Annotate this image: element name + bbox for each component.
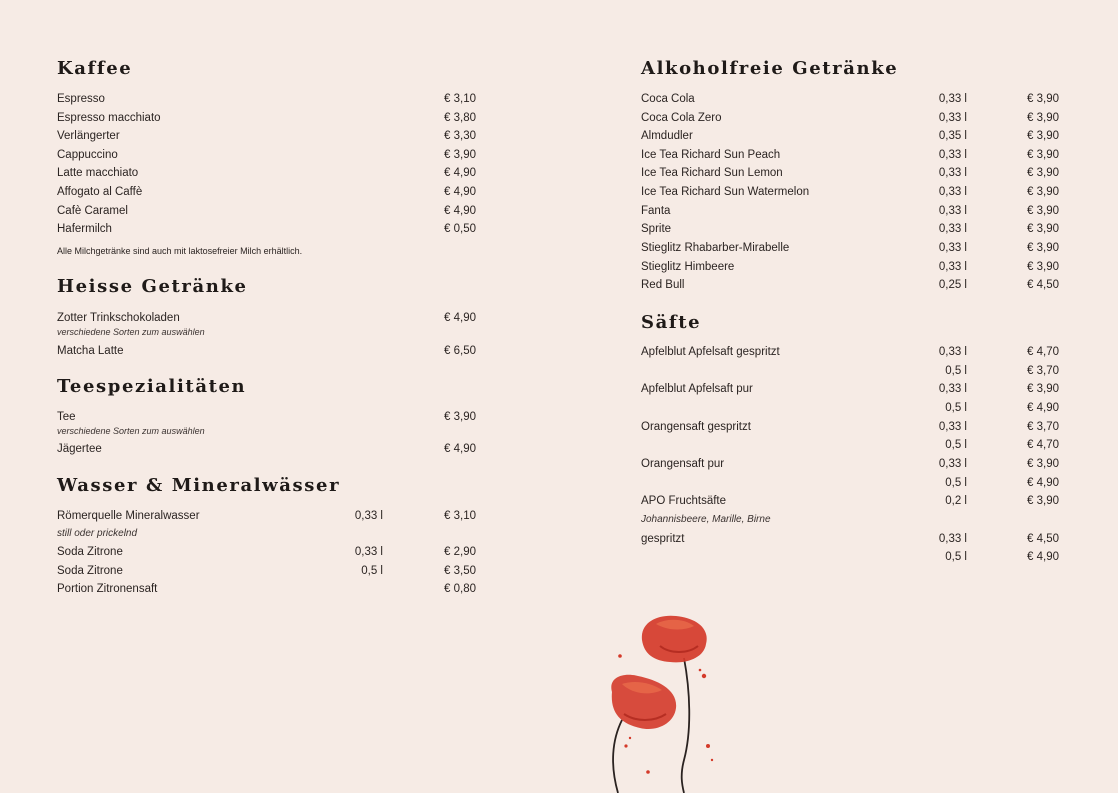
item-price: € 4,70 xyxy=(1027,439,1059,451)
item-name: Ice Tea Richard Sun Lemon xyxy=(641,167,783,179)
menu-item xyxy=(57,562,477,580)
menu-item xyxy=(57,109,477,127)
item-price: € 3,80 xyxy=(444,112,476,124)
item-name: Stieglitz Rhabarber-Mirabelle xyxy=(641,242,790,254)
item-name: Almdudler xyxy=(641,130,693,142)
item-name: Matcha Latte xyxy=(57,345,124,357)
menu-item xyxy=(57,543,477,561)
menu-item xyxy=(641,474,1061,492)
menu-item xyxy=(641,436,1061,454)
item-volume: 0,33 l xyxy=(938,533,967,545)
item-price: € 4,90 xyxy=(1027,477,1059,489)
item-name: Cafè Caramel xyxy=(57,205,128,217)
section-title-teespezialitaeten: Teespezialitäten xyxy=(57,376,247,397)
item-volume: 0,2 l xyxy=(945,495,967,507)
menu-item xyxy=(57,309,477,327)
item-volume: 0,25 l xyxy=(938,279,967,291)
menu-item xyxy=(641,276,1061,294)
item-price: € 3,50 xyxy=(444,565,476,577)
item-price: € 3,30 xyxy=(444,130,476,142)
item-volume: 0,33 l xyxy=(938,458,967,470)
item-price: € 3,10 xyxy=(444,510,476,522)
item-name: Orangensaft gespritzt xyxy=(641,421,751,433)
menu-item xyxy=(57,408,477,426)
item-price: € 3,90 xyxy=(1027,261,1059,273)
item-volume: 0,5 l xyxy=(945,402,967,414)
item-price: € 4,90 xyxy=(444,443,476,455)
item-price: € 3,90 xyxy=(1027,149,1059,161)
menu-item xyxy=(641,258,1061,276)
menu-item xyxy=(57,220,477,238)
item-subtitle: Johannisbeere, Marille, Birne xyxy=(641,514,771,525)
item-name: Coca Cola Zero xyxy=(641,112,722,124)
menu-item xyxy=(641,343,1061,361)
item-price: € 4,70 xyxy=(1027,346,1059,358)
menu-item xyxy=(57,127,477,145)
menu-item xyxy=(641,109,1061,127)
item-price: € 2,90 xyxy=(444,546,476,558)
item-subtitle: verschiedene Sorten zum auswählen xyxy=(57,327,205,337)
item-name: Verlängerter xyxy=(57,130,120,142)
item-volume: 0,33 l xyxy=(938,261,967,273)
poppy-flowers-illustration xyxy=(600,610,730,793)
section-title-alkoholfreie-getraenke: Alkoholfreie Getränke xyxy=(641,58,899,79)
item-volume: 0,33 l xyxy=(938,383,967,395)
item-price: € 3,90 xyxy=(1027,458,1059,470)
menu-item xyxy=(641,399,1061,417)
item-name: Tee xyxy=(57,411,76,423)
item-price: € 4,50 xyxy=(1027,279,1059,291)
menu-item xyxy=(641,220,1061,238)
item-name: Latte macchiato xyxy=(57,167,139,179)
item-price: € 4,50 xyxy=(1027,533,1059,545)
item-name: Ice Tea Richard Sun Peach xyxy=(641,149,781,161)
item-name: Apfelblut Apfelsaft gespritzt xyxy=(641,346,780,358)
item-volume: 0,33 l xyxy=(938,186,967,198)
item-price: € 3,90 xyxy=(1027,93,1059,105)
item-price: € 3,90 xyxy=(1027,186,1059,198)
menu-item xyxy=(57,440,477,458)
milk-note: Alle Milchgetränke sind auch mit laktosefreier Milch erhältlich. xyxy=(57,246,303,256)
item-price: € 3,90 xyxy=(1027,242,1059,254)
menu-item xyxy=(57,90,477,108)
item-price: € 4,90 xyxy=(444,205,476,217)
item-price: € 3,90 xyxy=(1027,130,1059,142)
item-price: € 3,70 xyxy=(1027,365,1059,377)
item-name: Ice Tea Richard Sun Watermelon xyxy=(641,186,810,198)
item-price: € 3,10 xyxy=(444,93,476,105)
item-name: Red Bull xyxy=(641,279,685,291)
item-name: Soda Zitrone xyxy=(57,565,123,577)
item-price: € 3,90 xyxy=(1027,167,1059,179)
item-name: Espresso macchiato xyxy=(57,112,161,124)
item-price: € 3,90 xyxy=(444,411,476,423)
item-name: Portion Zitronensaft xyxy=(57,583,158,595)
section-title-heisse-getraenke: Heisse Getränke xyxy=(57,276,248,297)
item-name: Römerquelle Mineralwasser xyxy=(57,510,200,522)
item-volume: 0,5 l xyxy=(361,565,383,577)
item-volume: 0,33 l xyxy=(938,346,967,358)
item-price: € 3,90 xyxy=(1027,205,1059,217)
item-price: € 3,90 xyxy=(1027,112,1059,124)
item-name: gespritzt xyxy=(641,533,685,545)
item-subtitle: still oder prickelnd xyxy=(57,528,138,539)
menu-item xyxy=(641,146,1061,164)
item-volume: 0,5 l xyxy=(945,365,967,377)
menu-item xyxy=(641,380,1061,398)
item-price: € 4,90 xyxy=(444,312,476,324)
menu-item xyxy=(57,580,477,598)
section-title-saefte: Säfte xyxy=(641,312,702,333)
menu-item xyxy=(641,239,1061,257)
item-volume: 0,33 l xyxy=(938,242,967,254)
item-price: € 3,90 xyxy=(444,149,476,161)
item-volume: 0,33 l xyxy=(938,149,967,161)
item-name: Cappuccino xyxy=(57,149,118,161)
item-name: Stieglitz Himbeere xyxy=(641,261,735,273)
item-price: € 4,90 xyxy=(1027,551,1059,563)
item-volume: 0,33 l xyxy=(938,167,967,179)
menu-item xyxy=(641,492,1061,510)
section-title-wasser: Wasser & Mineralwässer xyxy=(57,475,341,496)
section-title-kaffee: Kaffee xyxy=(57,58,133,79)
menu-item xyxy=(57,164,477,182)
item-price: € 4,90 xyxy=(1027,402,1059,414)
item-name: Espresso xyxy=(57,93,105,105)
item-name: Jägertee xyxy=(57,443,102,455)
menu-item xyxy=(57,342,477,360)
item-subtitle: verschiedene Sorten zum auswählen xyxy=(57,426,205,436)
menu-item xyxy=(641,164,1061,182)
menu-item xyxy=(641,90,1061,108)
item-price: € 0,50 xyxy=(444,223,476,235)
item-name: APO Fruchtsäfte xyxy=(641,495,727,507)
item-price: € 4,90 xyxy=(444,167,476,179)
item-price: € 3,90 xyxy=(1027,383,1059,395)
item-price: € 3,90 xyxy=(1027,495,1059,507)
menu-item xyxy=(641,202,1061,220)
item-volume: 0,33 l xyxy=(938,112,967,124)
item-price: € 0,80 xyxy=(444,583,476,595)
menu-item xyxy=(57,507,477,525)
menu-item xyxy=(57,146,477,164)
item-name: Apfelblut Apfelsaft pur xyxy=(641,383,753,395)
item-name: Affogato al Caffè xyxy=(57,186,143,198)
menu-item xyxy=(641,183,1061,201)
menu-item xyxy=(641,455,1061,473)
item-price: € 3,70 xyxy=(1027,421,1059,433)
item-name: Hafermilch xyxy=(57,223,112,235)
item-volume: 0,5 l xyxy=(945,477,967,489)
item-name: Orangensaft pur xyxy=(641,458,725,470)
item-volume: 0,33 l xyxy=(354,546,383,558)
item-name: Sprite xyxy=(641,223,672,235)
item-volume: 0,33 l xyxy=(938,205,967,217)
item-volume: 0,5 l xyxy=(945,551,967,563)
item-price: € 6,50 xyxy=(444,345,476,357)
item-name: Soda Zitrone xyxy=(57,546,123,558)
item-volume: 0,33 l xyxy=(938,421,967,433)
item-volume: 0,35 l xyxy=(938,130,967,142)
menu-item xyxy=(641,548,1061,566)
item-name: Zotter Trinkschokoladen xyxy=(57,312,180,324)
item-price: € 3,90 xyxy=(1027,223,1059,235)
menu-item xyxy=(57,202,477,220)
menu-item xyxy=(641,418,1061,436)
item-price: € 4,90 xyxy=(444,186,476,198)
menu-item xyxy=(641,362,1061,380)
item-volume: 0,33 l xyxy=(354,510,383,522)
item-name: Coca Cola xyxy=(641,93,695,105)
poppy-bloom-icon xyxy=(642,616,707,663)
item-name: Fanta xyxy=(641,205,671,217)
menu-item xyxy=(641,530,1061,548)
menu-item xyxy=(641,127,1061,145)
item-volume: 0,5 l xyxy=(945,439,967,451)
item-volume: 0,33 l xyxy=(938,93,967,105)
menu-item xyxy=(57,183,477,201)
item-volume: 0,33 l xyxy=(938,223,967,235)
